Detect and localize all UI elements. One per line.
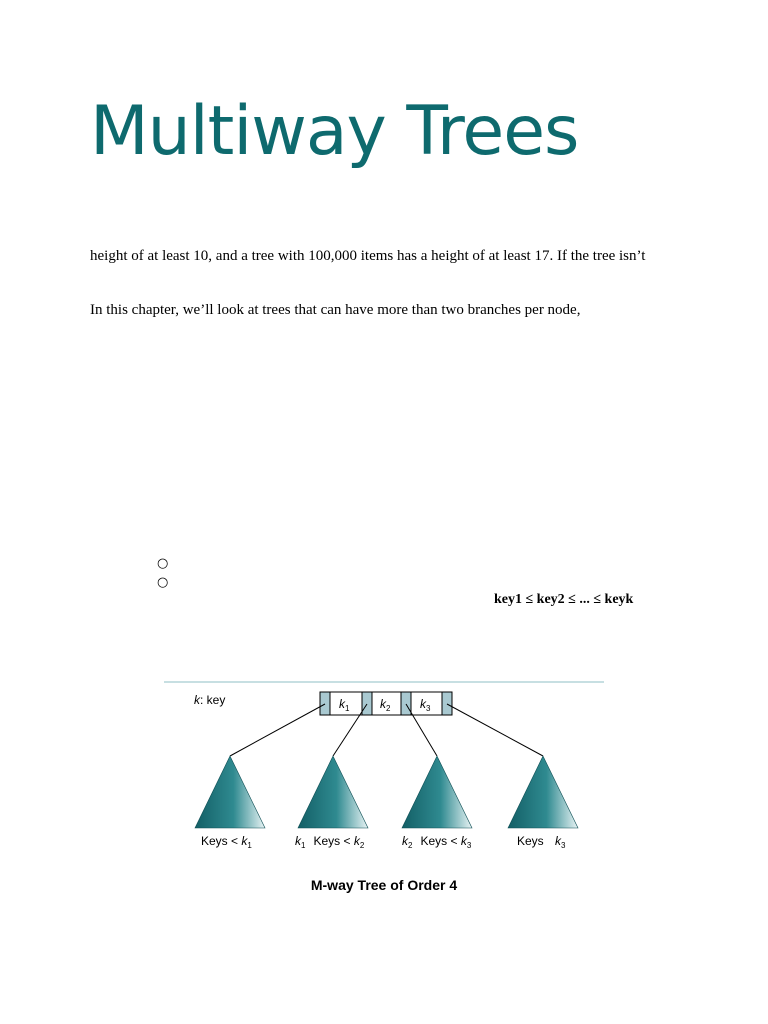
mway-tree-diagram <box>164 678 604 858</box>
pointer-cell-3 <box>401 692 411 715</box>
legend: k: key <box>194 693 226 707</box>
key-2: $k_2$ <box>380 697 391 713</box>
bullet-1: ○ <box>157 556 169 571</box>
paragraph-1: height of at least 10, and a tree with 100,000 items has a height of at least 17. If the tree isn’t <box>90 248 646 264</box>
key-order-formula: key1 ≤ key2 ≤ ... ≤ keyk <box>494 592 634 607</box>
figure-caption: M-way Tree of Order 4 <box>310 877 458 893</box>
key-3: $k_3$ <box>420 697 431 713</box>
pointer-cell-1 <box>320 692 330 715</box>
pointer-cell-4 <box>442 692 452 715</box>
subtree-2 <box>298 756 368 828</box>
paragraph-2: In this chapter, we’ll look at trees that can have more than two branches per node, <box>90 302 581 318</box>
pointer-cell-2 <box>362 692 372 715</box>
subtree-4 <box>508 756 578 828</box>
page-title: Multiway Trees <box>90 92 579 171</box>
subtree-label-2: $k_1$ Keys < $k_2$ <box>295 834 365 850</box>
subtree-3 <box>402 756 472 828</box>
key-1: $k_1$ <box>339 697 350 713</box>
subtree-label-1: Keys < $k_1$ <box>201 834 252 850</box>
subtree-1 <box>195 756 265 828</box>
root-node <box>320 692 452 715</box>
subtree-label-4: Keys $k_3$ <box>517 834 566 850</box>
subtree-label-3: $k_2$ Keys < $k_3$ <box>402 834 472 850</box>
bullet-2: ○ <box>157 575 169 590</box>
